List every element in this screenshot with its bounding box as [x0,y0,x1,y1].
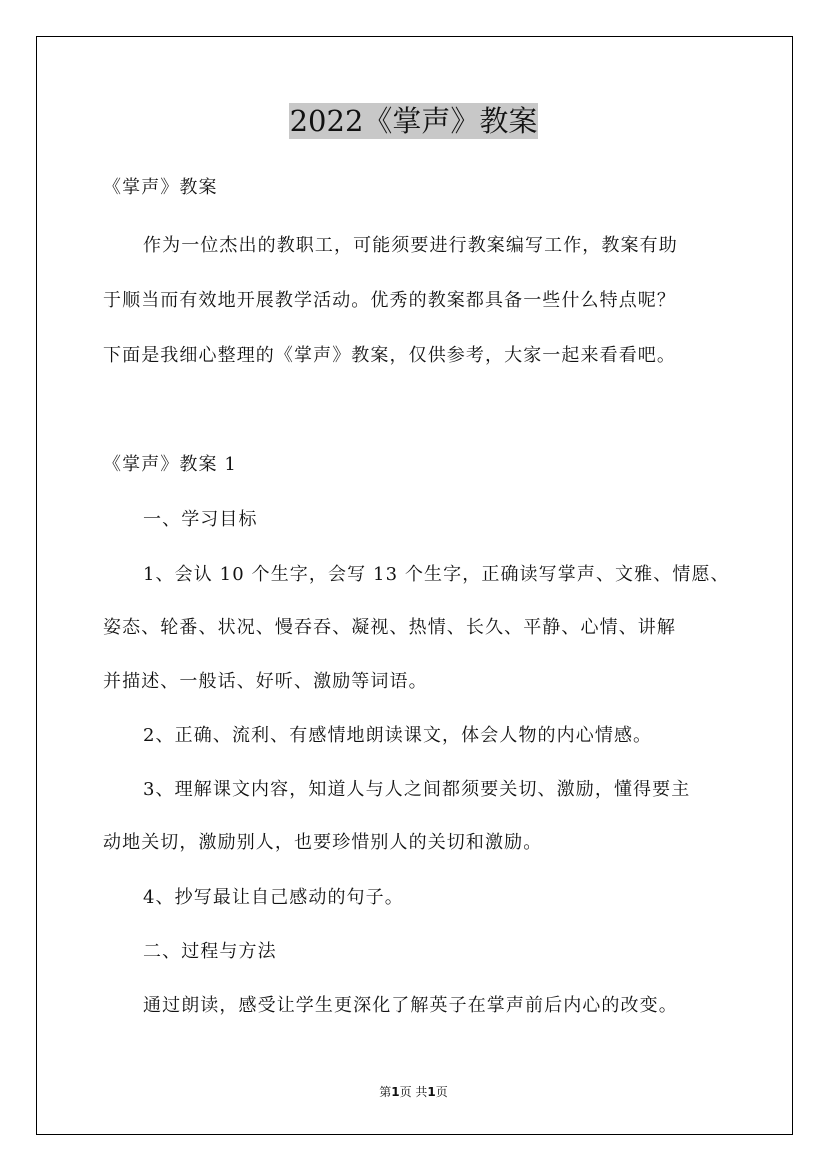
footer-page-current: 1 [391,1085,400,1099]
goal-3-line-1: 3、理解课文内容，知道人与人之间都须要关切、激励，懂得要主 [143,779,691,800]
process-heading: 二、过程与方法 [143,941,277,962]
title-container [0,103,827,139]
goal-2: 2、正确、流利、有感情地朗读课文，体会人物的内心情感。 [143,725,653,746]
intro-line-2: 于顺当而有效地开展教学活动。优秀的教案都具备一些什么特点呢？ [103,290,676,311]
goal-3-line-2: 动地关切，激励别人，也要珍惜别人的关切和激励。 [103,832,543,853]
goal-1-line-2: 姿态、轮番、状况、慢吞吞、凝视、热情、长久、平静、心情、讲解 [103,617,676,638]
process-text: 通过朗读，感受让学生更深化了解英子在掌声前后内心的改变。 [143,995,678,1016]
section-heading: 《掌声》教案 1 [103,454,237,475]
page-footer [0,1084,827,1100]
footer-page-mid: 页 共 [399,1085,428,1099]
footer-page-suffix: 页 [435,1085,448,1099]
goals-heading: 一、学习目标 [143,509,258,530]
document-title: 2022《掌声》教案 [289,104,538,138]
goal-1-line-3: 并描述、一般话、好听、激励等词语。 [103,671,428,692]
subtitle: 《掌声》教案 [103,177,218,198]
goal-4: 4、抄写最让自己感动的句子。 [143,887,404,908]
footer-page-total: 1 [427,1085,436,1099]
intro-line-3: 下面是我细心整理的《掌声》教案，仅供参考，大家一起来看看吧。 [103,345,676,366]
footer-page-prefix: 第 [379,1085,392,1099]
intro-line-1: 作为一位杰出的教职工，可能须要进行教案编写工作，教案有助 [143,235,678,256]
goal-1-line-1: 1、会认 10 个生字，会写 13 个生字，正确读写掌声、文雅、情愿、 [143,564,730,585]
